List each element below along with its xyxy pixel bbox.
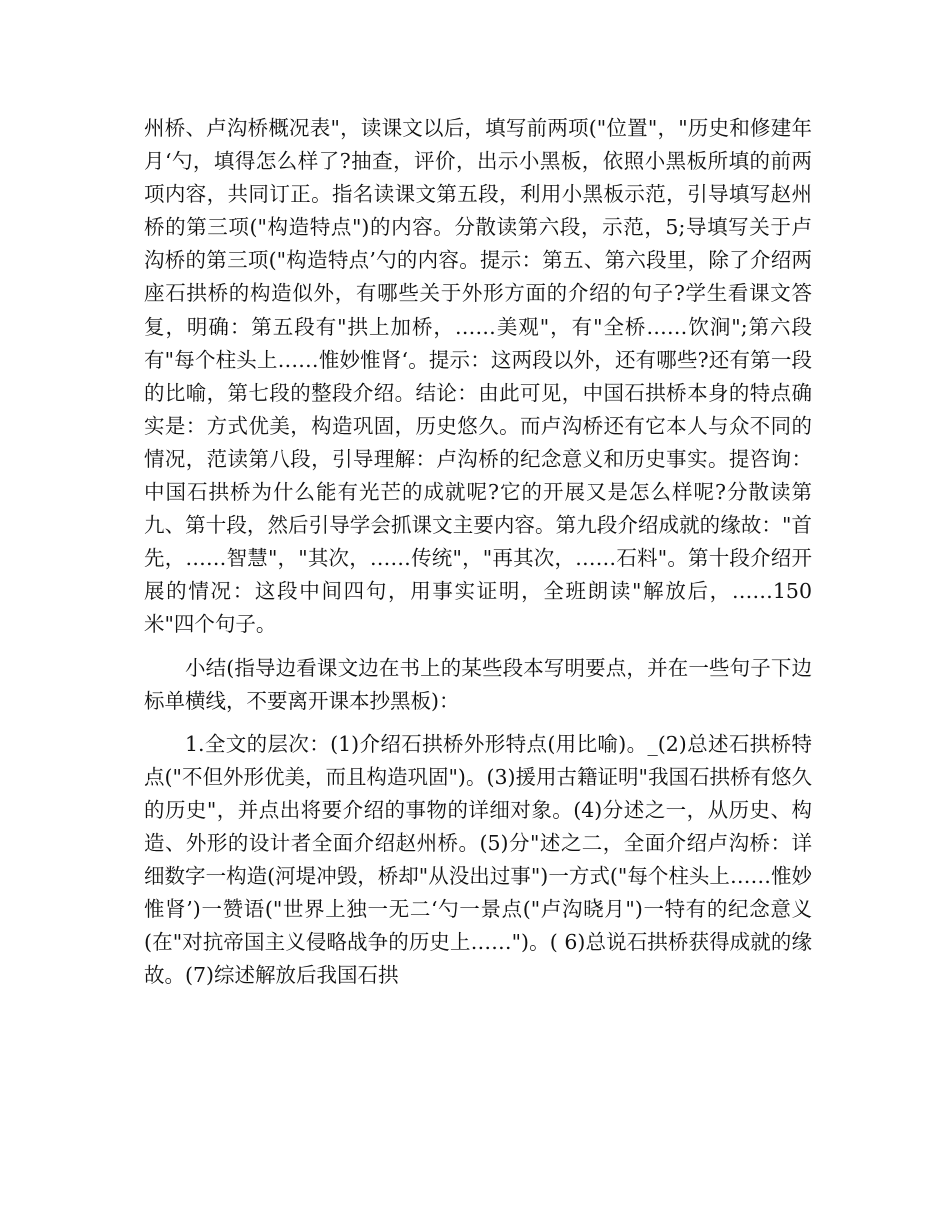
body-paragraph-1: 州桥、卢沟桥概况表"，读课文以后，填写前两项("位置"，"历史和修建年月‘勺，填得怎么样了?抽查，评价，出示小黑板，依照小黑板所填的前两项内容，共同订正。指名读课文第五段，利用小黑板示范，引导填写赵州桥的第三项("构造特点")的内容。分散读第六段，示范，5;导填写关于卢沟桥的第三项("构造特点’勺的内容。提示：第五、第六段里，除了介绍两座石拱桥的构造似外，有哪些关于外形方面的介绍的句子?学生看课文答复，明确：第五段有"拱上加桥，……美观"，有"全桥……饮涧";第六段有"每个柱头上……惟妙惟肾‘。提示：这两段以外，还有哪些?还有第一段的比喻，第七段的整段介绍。结论：由此可见，中国石拱桥本身的特点确实是：方式优美，构造巩固，历史悠久。而卢沟桥还有它本人与众不同的情况，范读第八段，引导理解：卢沟桥的纪念意义和历史事实。提咨询：中国石拱桥为什么能有光芒的成就呢?它的开展又是怎么样呢?分散读第九、第十段，然后引导学会抓课文主要内容。第九段介绍成就的缘故："首先，……智慧"，"其次，……传统"，"再其次，……石料"。第十段介绍开展的情况：这段中间四句，用事实证明，全班朗读"解放后，……150米"四个句子。	[144, 116, 812, 637]
document-page	[144, 112, 812, 992]
summary-intro-paragraph: 小结(指导边看课文边在书上的某些段本写明要点，并在一些句子下边标单横线，不要离开课本抄黑板)：	[144, 655, 812, 713]
structure-list-paragraph: 1.全文的层次：(1)介绍石拱桥外形特点(用比喻)。_(2)总述石拱桥特点("不但外形优美，而且构造巩固")。(3)援用古籍证明"我国石拱桥有悠久的历史"，并点出将要介绍的事物的详细对象。(4)分述之一，从历史、构造、外形的设计者全面介绍赵州桥。(5)分"述之二，全面介绍卢沟桥：详细数字一构造(河堤冲毁，桥却"从没出过事")一方式("每个柱头上……惟妙惟肾’)一赞语("世界上独一无二‘勺一景点("卢沟晓月")一特有的纪念意义(在"对抗帝国主义侵略战争的历史上……")。( 6)总说石拱桥获得成就的缘故。(7)综述解放后我国石拱	[144, 731, 812, 988]
